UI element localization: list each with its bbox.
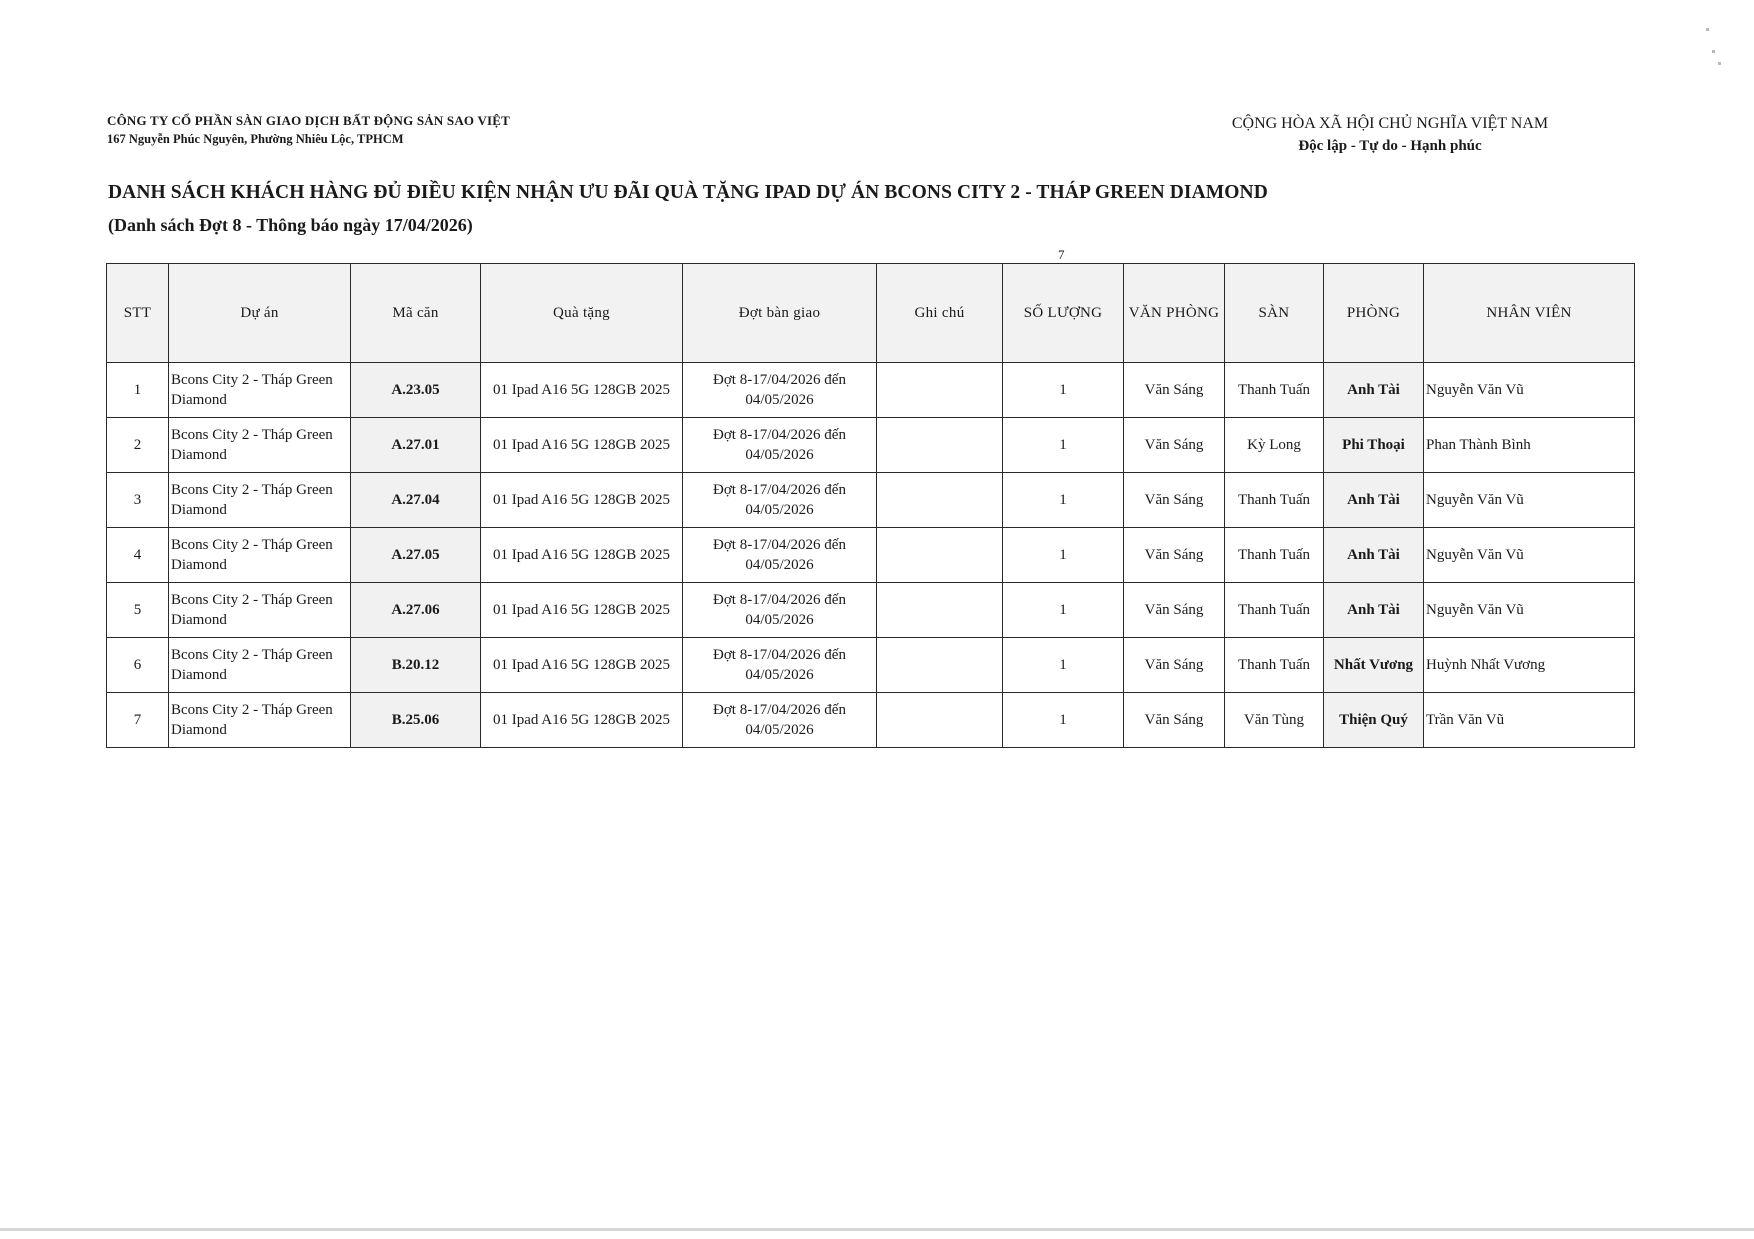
document-title: DANH SÁCH KHÁCH HÀNG ĐỦ ĐIỀU KIỆN NHẬN ƯU ĐÃI QUÀ TẶNG IPAD DỰ ÁN BCONS CITY 2 - THÁP GREEN DIAMOND: [108, 182, 1268, 203]
cell-note: [877, 638, 1003, 693]
cell-handover: Đợt 8-17/04/2026 đến 04/05/2026: [683, 363, 877, 418]
table-row: [107, 418, 1635, 473]
scan-edge-line: [0, 1228, 1754, 1231]
cell-note: [877, 363, 1003, 418]
col-header-project: Dự án: [169, 264, 351, 363]
col-header-staff: NHÂN VIÊN: [1424, 264, 1635, 363]
company-address: 167 Nguyễn Phúc Nguyên, Phường Nhiêu Lộc, TPHCM: [107, 132, 404, 146]
cell-room: Anh Tài: [1324, 363, 1424, 418]
cell-staff: Huỳnh Nhất Vương: [1424, 638, 1635, 693]
customer-table: [106, 263, 1635, 748]
cell-gift: 01 Ipad A16 5G 128GB 2025: [481, 693, 683, 748]
col-header-note: Ghi chú: [877, 264, 1003, 363]
cell-gift: 01 Ipad A16 5G 128GB 2025: [481, 363, 683, 418]
cell-handover: Đợt 8-17/04/2026 đến 04/05/2026: [683, 473, 877, 528]
cell-stt: 4: [107, 528, 169, 583]
document-subtitle: (Danh sách Đợt 8 - Thông báo ngày 17/04/2026): [108, 215, 473, 235]
cell-stt: 3: [107, 473, 169, 528]
cell-office: Văn Sáng: [1124, 693, 1225, 748]
scan-speck: [1718, 62, 1721, 65]
cell-unit: B.25.06: [351, 693, 481, 748]
cell-staff: Phan Thành Bình: [1424, 418, 1635, 473]
cell-project: Bcons City 2 - Tháp Green Diamond: [169, 473, 351, 528]
cell-qty: 1: [1003, 363, 1124, 418]
cell-gift: 01 Ipad A16 5G 128GB 2025: [481, 418, 683, 473]
cell-office: Văn Sáng: [1124, 583, 1225, 638]
table-row: [107, 473, 1635, 528]
cell-floor: Thanh Tuấn: [1225, 638, 1324, 693]
cell-office: Văn Sáng: [1124, 528, 1225, 583]
cell-floor: Thanh Tuấn: [1225, 473, 1324, 528]
cell-floor: Thanh Tuấn: [1225, 528, 1324, 583]
cell-staff: Nguyễn Văn Vũ: [1424, 583, 1635, 638]
nation-motto: Độc lập - Tự do - Hạnh phúc: [1298, 138, 1482, 154]
cell-handover: Đợt 8-17/04/2026 đến 04/05/2026: [683, 418, 877, 473]
cell-qty: 1: [1003, 418, 1124, 473]
cell-gift: 01 Ipad A16 5G 128GB 2025: [481, 473, 683, 528]
cell-floor: Thanh Tuấn: [1225, 363, 1324, 418]
cell-stt: 7: [107, 693, 169, 748]
company-header: [107, 111, 510, 149]
cell-floor: Kỳ Long: [1225, 418, 1324, 473]
table-row: [107, 528, 1635, 583]
cell-stt: 6: [107, 638, 169, 693]
cell-project: Bcons City 2 - Tháp Green Diamond: [169, 583, 351, 638]
cell-room: Anh Tài: [1324, 583, 1424, 638]
cell-room: Anh Tài: [1324, 473, 1424, 528]
cell-note: [877, 583, 1003, 638]
col-header-unit: Mã căn: [351, 264, 481, 363]
cell-unit: A.23.05: [351, 363, 481, 418]
cell-gift: 01 Ipad A16 5G 128GB 2025: [481, 638, 683, 693]
cell-note: [877, 693, 1003, 748]
col-header-handover: Đợt bàn giao: [683, 264, 877, 363]
cell-unit: A.27.04: [351, 473, 481, 528]
cell-unit: A.27.01: [351, 418, 481, 473]
cell-office: Văn Sáng: [1124, 418, 1225, 473]
col-header-office: VĂN PHÒNG: [1124, 264, 1225, 363]
cell-unit: A.27.06: [351, 583, 481, 638]
table-row: [107, 638, 1635, 693]
table-row: [107, 583, 1635, 638]
cell-note: [877, 473, 1003, 528]
cell-note: [877, 418, 1003, 473]
cell-gift: 01 Ipad A16 5G 128GB 2025: [481, 583, 683, 638]
company-name: CÔNG TY CỔ PHẦN SÀN GIAO DỊCH BẤT ĐỘNG SẢN SAO VIỆT: [107, 113, 511, 128]
table-row: [107, 693, 1635, 748]
cell-room: Phi Thoại: [1324, 418, 1424, 473]
cell-note: [877, 528, 1003, 583]
cell-staff: Nguyễn Văn Vũ: [1424, 363, 1635, 418]
total-count: 7: [1058, 247, 1065, 262]
cell-staff: Trần Văn Vũ: [1424, 693, 1635, 748]
cell-room: Anh Tài: [1324, 528, 1424, 583]
cell-handover: Đợt 8-17/04/2026 đến 04/05/2026: [683, 583, 877, 638]
cell-handover: Đợt 8-17/04/2026 đến 04/05/2026: [683, 693, 877, 748]
cell-handover: Đợt 8-17/04/2026 đến 04/05/2026: [683, 638, 877, 693]
col-header-floor: SÀN: [1225, 264, 1324, 363]
cell-stt: 2: [107, 418, 169, 473]
cell-office: Văn Sáng: [1124, 638, 1225, 693]
cell-project: Bcons City 2 - Tháp Green Diamond: [169, 418, 351, 473]
national-header: [1170, 113, 1610, 157]
cell-room: Nhất Vương: [1324, 638, 1424, 693]
cell-room: Thiện Quý: [1324, 693, 1424, 748]
nation-name: CỘNG HÒA XÃ HỘI CHỦ NGHĨA VIỆT NAM: [1231, 115, 1549, 132]
cell-floor: Văn Tùng: [1225, 693, 1324, 748]
cell-qty: 1: [1003, 473, 1124, 528]
cell-project: Bcons City 2 - Tháp Green Diamond: [169, 528, 351, 583]
cell-unit: A.27.05: [351, 528, 481, 583]
col-header-qty: SỐ LƯỢNG: [1003, 264, 1124, 363]
cell-unit: B.20.12: [351, 638, 481, 693]
cell-qty: 1: [1003, 528, 1124, 583]
scan-speck: [1712, 50, 1715, 53]
col-header-room: PHÒNG: [1324, 264, 1424, 363]
col-header-gift: Quà tặng: [481, 264, 683, 363]
cell-gift: 01 Ipad A16 5G 128GB 2025: [481, 528, 683, 583]
cell-qty: 1: [1003, 693, 1124, 748]
cell-stt: 1: [107, 363, 169, 418]
cell-staff: Nguyễn Văn Vũ: [1424, 528, 1635, 583]
table-header-row: [107, 264, 1635, 363]
cell-qty: 1: [1003, 583, 1124, 638]
cell-floor: Thanh Tuấn: [1225, 583, 1324, 638]
cell-handover: Đợt 8-17/04/2026 đến 04/05/2026: [683, 528, 877, 583]
col-header-stt: STT: [107, 264, 169, 363]
cell-project: Bcons City 2 - Tháp Green Diamond: [169, 638, 351, 693]
cell-stt: 5: [107, 583, 169, 638]
table-row: [107, 363, 1635, 418]
cell-office: Văn Sáng: [1124, 363, 1225, 418]
cell-project: Bcons City 2 - Tháp Green Diamond: [169, 693, 351, 748]
cell-staff: Nguyễn Văn Vũ: [1424, 473, 1635, 528]
cell-project: Bcons City 2 - Tháp Green Diamond: [169, 363, 351, 418]
cell-office: Văn Sáng: [1124, 473, 1225, 528]
cell-qty: 1: [1003, 638, 1124, 693]
scan-speck: [1706, 28, 1709, 31]
